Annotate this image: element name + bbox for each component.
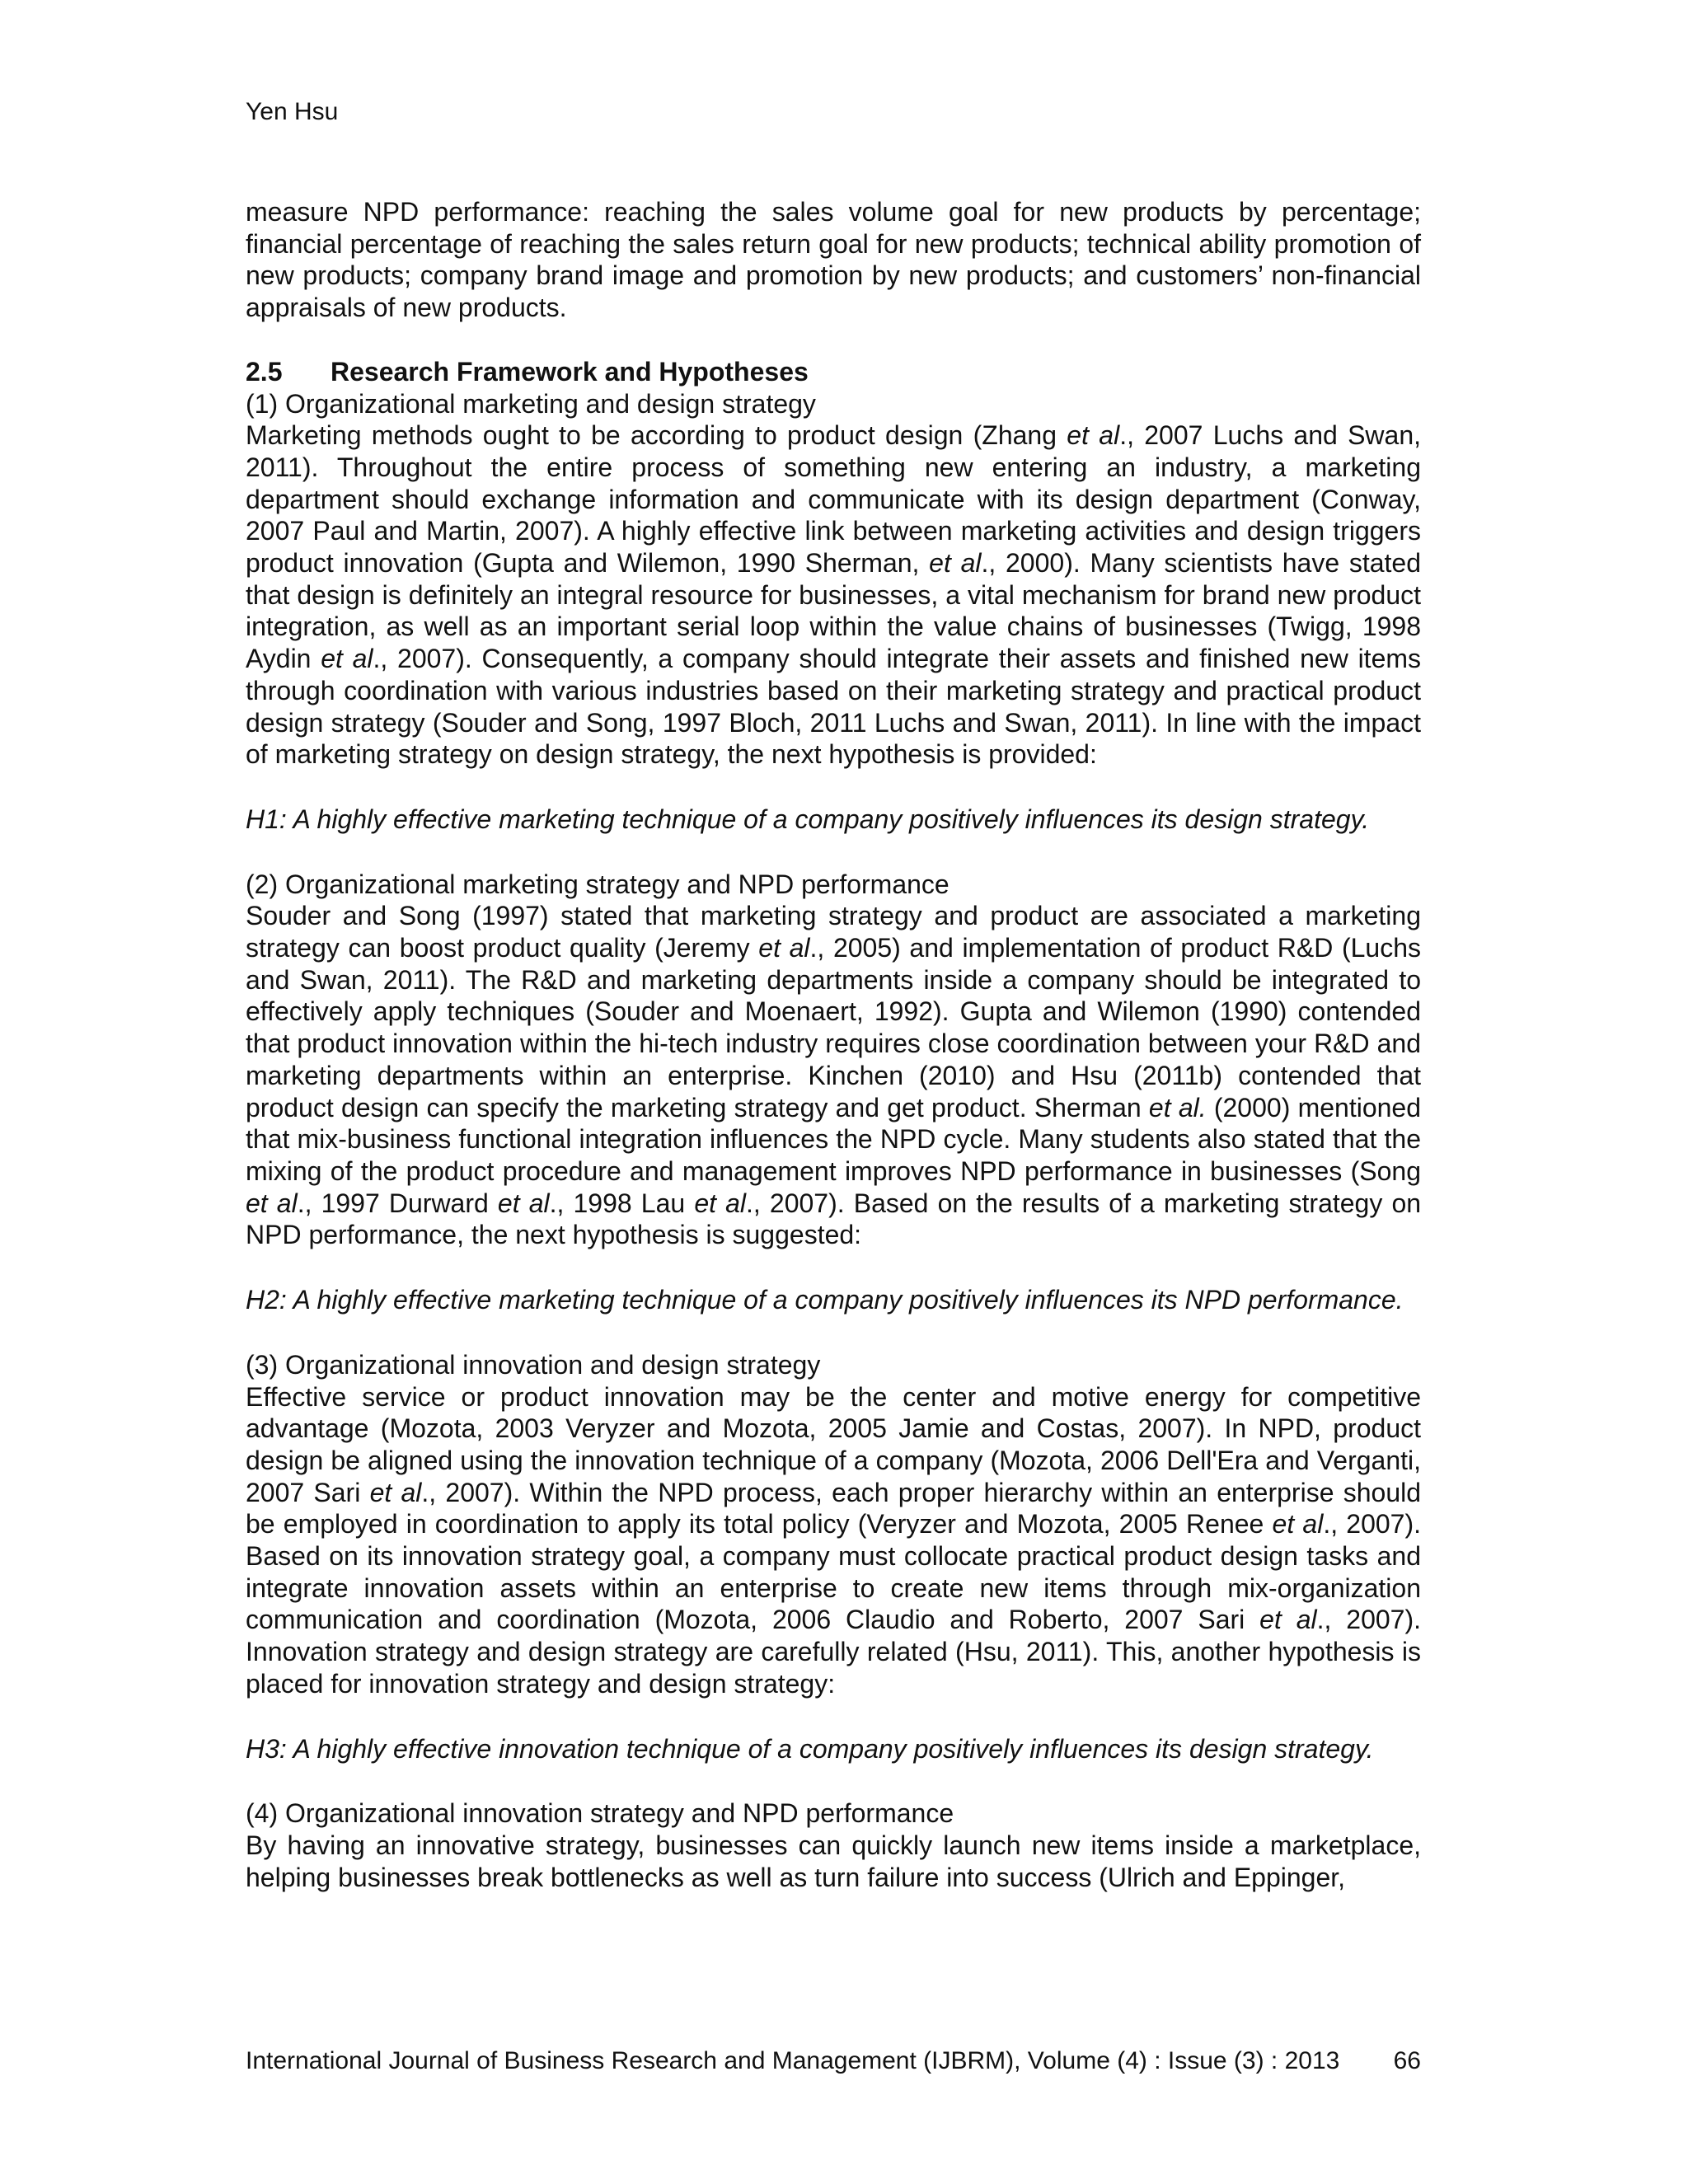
section-number: 2.5 [246,356,283,387]
subsection-3-paragraph: Effective service or product innovation may be the center and motive energy for competitive advantage (Mozota, 2003 Veryzer and Mozota, 2005 Jamie and Costas, 2007). In NPD, product design be aligned using the innovation technique of a company (Mozota, 2006 Dell'Era and Verganti, 2007 Sari et al., 2007). Within the NPD process, each proper hierarchy within an enterprise should be employed in coordination to apply its total policy (Veryzer and Mozota, 2005 Renee et al., 2007). Based on its innovation strategy goal, a company must collocate practical product design tasks and integrate innovation assets within an enterprise to create new items through mix-organization communication and coordination (Mozota, 2006 Claudio and Roberto, 2007 Sari et al., 2007). Innovation strategy and design strategy are carefully related (Hsu, 2011). This, another hypothesis is placed for innovation strategy and design strategy: [246,1381,1422,1699]
intro-paragraph: measure NPD performance: reaching the sales volume goal for new products by percentage; financial percentage of reaching the sales return goal for new products; technical ability promotion of new products; company brand image and promotion by new products; and customers’ non-financial appraisals of new products. [246,197,1421,323]
footer-journal-citation: International Journal of Business Research and Management (IJBRM), Volume (4) : Issue (3) : 2013 [246,2047,1340,2074]
body-text [246,196,1421,1893]
subsection-4-heading: (4) Organizational innovation strategy and NPD performance [246,1798,954,1829]
running-header-author: Yen Hsu [246,98,339,125]
hypothesis-h1: H1: A highly effective marketing technique of a company positively influences its design strategy. [246,804,1370,834]
page-number: 66 [1393,2047,1421,2074]
subsection-2-heading: (2) Organizational marketing strategy and NPD performance [246,869,950,899]
section-title: Research Framework and Hypotheses [331,356,809,387]
hypothesis-h2: H2: A highly effective marketing technique of a company positively influences its NPD performance. [246,1285,1404,1315]
subsection-2-paragraph: Souder and Song (1997) stated that marketing strategy and product are associated a marketing strategy can boost product quality (Jeremy et al., 2005) and implementation of product R&D (Luchs and Swan, 2011). The R&D and marketing departments inside a company should be integrated to effectively apply techniques (Souder and Moenaert, 1992). Gupta and Wilemon (1990) contended that product innovation within the hi-tech industry requires close coordination between your R&D and marketing departments within an enterprise. Kinchen (2010) and Hsu (2011b) contended that product design can specify the marketing strategy and get product. Sherman et al. (2000) mentioned that mix-business functional integration influences the NPD cycle. Many students also stated that the mixing of the product procedure and management improves NPD performance in businesses (Song et al., 1997 Durward et al., 1998 Lau et al., 2007). Based on the results of a marketing strategy on NPD performance, the next hypothesis is suggested: [246,901,1422,1250]
subsection-4-paragraph: By having an innovative strategy, businesses can quickly launch new items inside a marketplace, helping businesses break bottlenecks as well as turn failure into success (Ulrich and Eppinger, [246,1830,1421,1892]
hypothesis-h3: H3: A highly effective innovation technique of a company positively influences its design strategy. [246,1733,1374,1764]
section-heading [246,356,1421,388]
subsection-1-heading: (1) Organizational marketing and design strategy [246,388,816,419]
subsection-1-paragraph: Marketing methods ought to be according to product design (Zhang et al., 2007 Luchs and Swan, 2011). Throughout the entire process of something new entering an industry, a marketing department should exchange information and communicate with its design department (Conway, 2007 Paul and Martin, 2007). A highly effective link between marketing activities and design triggers product innovation (Gupta and Wilemon, 1990 Sherman, et al., 2000). Many scientists have stated that design is definitely an integral resource for businesses, a vital mechanism for brand new product integration, as well as an important serial loop within the value chains of businesses (Twigg, 1998 Aydin et al., 2007). Consequently, a company should integrate their assets and finished new items through coordination with various industries based on their marketing strategy and practical product design strategy (Souder and Song, 1997 Bloch, 2011 Luchs and Swan, 2011). In line with the impact of marketing strategy on design strategy, the next hypothesis is provided: [246,420,1422,770]
subsection-3-heading: (3) Organizational innovation and design strategy [246,1349,821,1380]
